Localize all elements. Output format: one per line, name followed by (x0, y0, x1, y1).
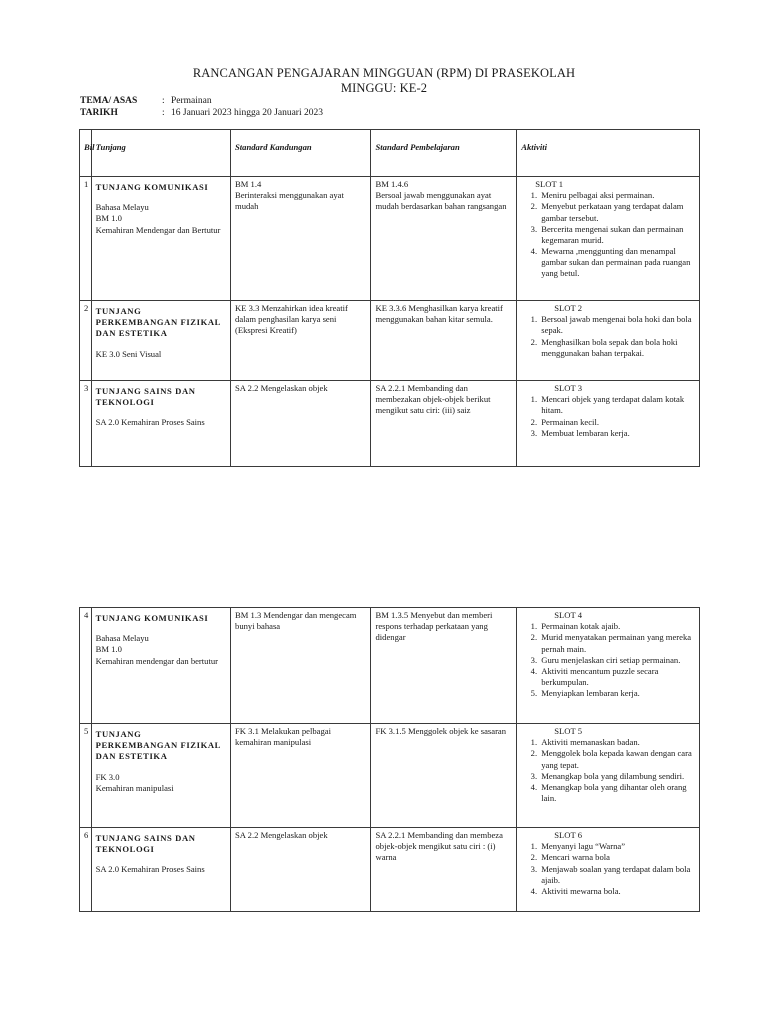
header-standard-kandungan: Standard Kandungan (231, 130, 371, 177)
cell-tunjang (91, 381, 230, 467)
tunjang-subitem: SA 2.0 Kemahiran Proses Sains (95, 417, 205, 428)
aktiviti-item: 2. Permainan kecil. (539, 417, 695, 428)
cell-tunjang (91, 724, 230, 828)
aktiviti-list (521, 394, 695, 439)
meta-tarikh-value: 16 Januari 2023 hingga 20 Januari 2023 (171, 108, 323, 118)
cell-standard-pembelajaran: FK 3.1.5 Menggolek objek ke sasaran (371, 724, 517, 828)
slot-label: SLOT 2 (554, 303, 583, 313)
aktiviti-item: 4. Menangkap bola yang dihantar oleh orang lain. (539, 782, 695, 804)
table-row (80, 381, 700, 467)
slot-label: SLOT 5 (554, 726, 583, 736)
cell-standard-kandungan: BM 1.3 Mendengar dan mengecam bunyi bahasa (231, 608, 371, 724)
aktiviti-item: 2. Mencari warna bola (539, 852, 695, 863)
aktiviti-item: 1. Permainan kotak ajaib. (539, 621, 695, 632)
aktiviti-list (521, 190, 695, 279)
slot-label: SLOT 4 (554, 610, 583, 620)
aktiviti-item: 4. Mewarna ,menggunting dan menampal gambar sukan dan permainan pada ruangan yang betul. (539, 246, 695, 280)
meta-tema-sep: : (162, 96, 165, 106)
tunjang-subitem: BM 1.0 (95, 213, 122, 224)
document-title: RANCANGAN PENGAJARAN MINGGUAN (RPM) DI PRASEKOLAH (192, 66, 576, 80)
meta-tema-value: Permainan (171, 96, 212, 106)
aktiviti-item: 5. Menyiapkan lembaran kerja. (539, 688, 695, 699)
slot-label: SLOT 6 (554, 830, 583, 840)
cell-standard-pembelajaran: SA 2.2.1 Membanding dan membezakan objek-objek berikut mengikut satu ciri: (iii) saiz (371, 381, 517, 467)
meta-tarikh-label: TARIKH (80, 108, 118, 118)
slot-label: SLOT 3 (554, 383, 583, 393)
cell-standard-kandungan: SA 2.2 Mengelaskan objek (231, 381, 371, 467)
table-body-part-1 (80, 177, 700, 467)
header-tunjang: Tunjang (91, 130, 230, 177)
document-subtitle-week: MINGGU: KE-2 (340, 81, 428, 95)
cell-tunjang (91, 177, 230, 301)
cell-aktiviti (517, 828, 700, 912)
table-body-part-2 (80, 608, 700, 912)
cell-bil: 4 (80, 608, 92, 724)
header-aktiviti: Aktiviti (517, 130, 700, 177)
aktiviti-item: 1. Menyanyi lagu “Warna” (539, 841, 695, 852)
aktiviti-item: 2. Menghasilkan bola sepak dan bola hoki menggunakan bahan terpakai. (539, 337, 695, 359)
aktiviti-item: 3. Menjawab soalan yang terdapat dalam bola ajaib. (539, 864, 695, 886)
tunjang-title: TUNJANG PERKEMBANGAN FIZIKAL DAN ESTETIKA (95, 306, 221, 339)
cell-aktiviti (517, 177, 700, 301)
tunjang-subitem: BM 1.0 (95, 644, 122, 655)
table-row (80, 608, 700, 724)
tunjang-title: TUNJANG SAINS DAN TEKNOLOGI (95, 386, 196, 408)
table-row (80, 828, 700, 912)
cell-tunjang (91, 828, 230, 912)
aktiviti-list (521, 314, 695, 359)
cell-tunjang (91, 301, 230, 381)
tunjang-subitem: Bahasa Melayu (95, 633, 149, 644)
aktiviti-item: 2. Murid menyatakan permainan yang mereka pernah main. (539, 632, 695, 654)
cell-aktiviti (517, 608, 700, 724)
aktiviti-item: 3. Guru menjelaskan ciri setiap permainan. (539, 655, 695, 666)
aktiviti-list (521, 737, 695, 804)
tunjang-subitem: SA 2.0 Kemahiran Proses Sains (95, 864, 205, 875)
cell-aktiviti (517, 301, 700, 381)
rpm-table-part-1 (79, 129, 700, 467)
tunjang-title: TUNJANG KOMUNIKASI (95, 613, 209, 623)
aktiviti-item: 3. Menangkap bola yang dilambung sendiri. (539, 771, 695, 782)
aktiviti-item: 1. Mencari objek yang terdapat dalam kotak hitam. (539, 394, 695, 416)
meta-tema (80, 96, 212, 106)
table-header-row (80, 130, 700, 177)
table-row (80, 724, 700, 828)
cell-standard-kandungan: BM 1.4 Berinteraksi menggunakan ayat mudah (231, 177, 371, 301)
cell-standard-kandungan: FK 3.1 Melakukan pelbagai kemahiran manipulasi (231, 724, 371, 828)
aktiviti-item: 2. Menyebut perkataan yang terdapat dalam gambar tersebut. (539, 201, 695, 223)
cell-standard-pembelajaran: KE 3.3.6 Menghasilkan karya kreatif menggunakan bahan kitar semula. (371, 301, 517, 381)
aktiviti-list (521, 841, 695, 897)
tunjang-subitem: Kemahiran Mendengar dan Bertutur (95, 224, 221, 235)
aktiviti-item: 4. Aktiviti mewarna bola. (539, 886, 695, 897)
aktiviti-item: 3. Membuat lembaran kerja. (539, 428, 695, 439)
cell-aktiviti (517, 381, 700, 467)
table-row (80, 301, 700, 381)
cell-bil: 2 (80, 301, 92, 381)
aktiviti-item: 1. Aktiviti memanaskan badan. (539, 737, 695, 748)
tunjang-title: TUNJANG KOMUNIKASI (95, 182, 209, 192)
header-standard-pembelajaran: Standard Pembelajaran (371, 130, 517, 177)
tunjang-subitem: KE 3.0 Seni Visual (95, 348, 162, 359)
meta-tema-label: TEMA/ ASAS (80, 96, 138, 106)
tunjang-subitem: Kemahiran manipulasi (95, 782, 174, 793)
aktiviti-item: 3. Bercerita mengenai sukan dan permainan kegemaran murid. (539, 224, 695, 246)
meta-tarikh (80, 108, 323, 118)
cell-standard-pembelajaran: BM 1.4.6 Bersoal jawab menggunakan ayat mudah berdasarkan bahan rangsangan (371, 177, 517, 301)
tunjang-title: TUNJANG SAINS DAN TEKNOLOGI (95, 833, 196, 855)
cell-aktiviti (517, 724, 700, 828)
tunjang-subitem: Kemahiran mendengar dan bertutur (95, 655, 219, 666)
tunjang-subitem: FK 3.0 (95, 771, 120, 782)
cell-tunjang (91, 608, 230, 724)
cell-bil: 3 (80, 381, 92, 467)
aktiviti-item: 1. Bersoal jawab mengenai bola hoki dan bola sepak. (539, 314, 695, 336)
cell-bil: 6 (80, 828, 92, 912)
tunjang-title: TUNJANG PERKEMBANGAN FIZIKAL DAN ESTETIKA (95, 729, 221, 762)
cell-bil: 5 (80, 724, 92, 828)
aktiviti-item: 2. Menggolek bola kepada kawan dengan cara yang tepat. (539, 748, 695, 770)
table-row (80, 177, 700, 301)
aktiviti-item: 4. Aktiviti mencantum puzzle secara berkumpulan. (539, 666, 695, 688)
aktiviti-item: 1. Meniru pelbagai aksi permainan. (539, 190, 695, 201)
cell-standard-pembelajaran: SA 2.2.1 Membanding dan membeza objek-objek mengikut satu ciri : (i) warna (371, 828, 517, 912)
cell-bil: 1 (80, 177, 92, 301)
aktiviti-list (521, 621, 695, 699)
cell-standard-kandungan: KE 3.3 Menzahirkan idea kreatif dalam penghasilan karya seni (Ekspresi Kreatif) (231, 301, 371, 381)
cell-standard-pembelajaran: BM 1.3.5 Menyebut dan memberi respons terhadap perkataan yang didengar (371, 608, 517, 724)
meta-tarikh-sep: : (162, 108, 165, 118)
cell-standard-kandungan: SA 2.2 Mengelaskan objek (231, 828, 371, 912)
header-bil: Bil (80, 130, 92, 177)
rpm-table-part-2 (79, 607, 700, 912)
slot-label: SLOT 1 (535, 179, 564, 189)
tunjang-subitem: Bahasa Melayu (95, 202, 149, 213)
